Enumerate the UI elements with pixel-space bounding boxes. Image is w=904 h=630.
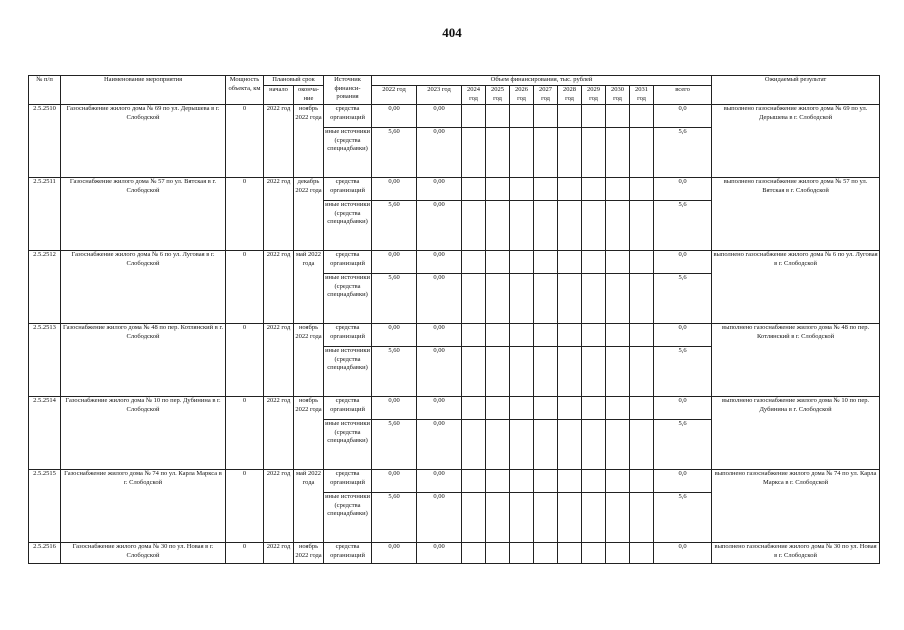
cell-empty-year <box>462 105 486 128</box>
cell-total: 5,6 <box>654 420 712 470</box>
source-other: иные источники (средства спецнадбавки) <box>324 274 372 324</box>
row-end: май 2022 года <box>294 470 324 543</box>
cell-empty-year <box>486 324 510 347</box>
cell-empty-year <box>558 493 582 543</box>
cell-empty-year <box>510 274 534 324</box>
cell-empty-year <box>462 493 486 543</box>
table-row <box>29 470 880 493</box>
cell-empty-year <box>606 251 630 274</box>
cell-total: 5,6 <box>654 128 712 178</box>
row-power: 0 <box>226 324 264 397</box>
cell-empty-year <box>582 470 606 493</box>
cell-empty-year <box>534 105 558 128</box>
cell-empty-year <box>510 324 534 347</box>
cell-2022: 0,00 <box>372 470 417 493</box>
cell-empty-year <box>510 201 534 251</box>
cell-empty-year <box>630 324 654 347</box>
cell-empty-year <box>630 493 654 543</box>
cell-empty-year <box>510 420 534 470</box>
cell-empty-year <box>558 251 582 274</box>
cell-empty-year <box>582 420 606 470</box>
row-result: выполнено газоснабжение жилого дома № 48 по пер. Котлянский в г. Слободской <box>712 324 880 397</box>
row-power: 0 <box>226 178 264 251</box>
row-start: 2022 год <box>264 251 294 324</box>
header-end: оконча-ние <box>294 86 324 105</box>
cell-empty-year <box>630 201 654 251</box>
cell-empty-year <box>630 178 654 201</box>
cell-empty-year <box>510 128 534 178</box>
row-power: 0 <box>226 543 264 564</box>
cell-empty-year <box>606 105 630 128</box>
row-start: 2022 год <box>264 324 294 397</box>
cell-2023: 0,00 <box>417 543 462 564</box>
cell-empty-year <box>510 251 534 274</box>
cell-empty-year <box>510 105 534 128</box>
source-other: иные источники (средства спецнадбавки) <box>324 347 372 397</box>
table-row <box>29 397 880 420</box>
cell-empty-year <box>582 128 606 178</box>
cell-2022: 5,60 <box>372 420 417 470</box>
row-name: Газоснабжение жилого дома № 6 по ул. Луговая в г. Слободской <box>61 251 226 324</box>
source-org: средства организаций <box>324 543 372 564</box>
cell-2023: 0,00 <box>417 178 462 201</box>
cell-empty-year <box>510 493 534 543</box>
cell-empty-year <box>534 274 558 324</box>
header-result: Ожидаемый результат <box>712 76 880 105</box>
table-row <box>29 324 880 347</box>
table-row <box>29 543 880 564</box>
cell-empty-year <box>462 543 486 564</box>
row-result: выполнено газоснабжение жилого дома № 10 по пер. Дубинина в г. Слободской <box>712 397 880 470</box>
row-number: 2.5.2510 <box>29 105 61 178</box>
row-result: выполнено газоснабжение жилого дома № 30 по ул. Новая в г. Слободской <box>712 543 880 564</box>
page-number: 404 <box>442 25 462 40</box>
cell-empty-year <box>558 178 582 201</box>
cell-2023: 0,00 <box>417 105 462 128</box>
cell-empty-year <box>486 470 510 493</box>
header-power: Мощность объекта, км <box>226 76 264 105</box>
cell-2022: 0,00 <box>372 105 417 128</box>
cell-empty-year <box>534 397 558 420</box>
cell-empty-year <box>582 178 606 201</box>
row-end: ноябрь 2022 года <box>294 105 324 178</box>
cell-empty-year <box>606 397 630 420</box>
cell-2022: 0,00 <box>372 178 417 201</box>
row-power: 0 <box>226 397 264 470</box>
header-year: 2029 год <box>582 86 606 105</box>
cell-empty-year <box>558 543 582 564</box>
cell-empty-year <box>462 251 486 274</box>
cell-empty-year <box>558 201 582 251</box>
row-name: Газоснабжение жилого дома № 74 по ул. Карла Маркса в г. Слободской <box>61 470 226 543</box>
row-power: 0 <box>226 251 264 324</box>
cell-empty-year <box>558 347 582 397</box>
cell-empty-year <box>486 105 510 128</box>
row-start: 2022 год <box>264 470 294 543</box>
cell-empty-year <box>534 128 558 178</box>
cell-empty-year <box>462 420 486 470</box>
cell-2023: 0,00 <box>417 274 462 324</box>
cell-total: 0,0 <box>654 397 712 420</box>
cell-empty-year <box>486 420 510 470</box>
row-result: выполнено газоснабжение жилого дома № 69 по ул. Дерышева в г. Слободской <box>712 105 880 178</box>
row-start: 2022 год <box>264 397 294 470</box>
cell-empty-year <box>558 397 582 420</box>
header-num: № п/п <box>29 76 61 105</box>
source-org: средства организаций <box>324 324 372 347</box>
cell-empty-year <box>486 543 510 564</box>
row-end: май 2022 года <box>294 251 324 324</box>
cell-empty-year <box>630 397 654 420</box>
row-result: выполнено газоснабжение жилого дома № 57 по ул. Вятская в г. Слободской <box>712 178 880 251</box>
header-total: всего <box>654 86 712 105</box>
header-year: 2027 год <box>534 86 558 105</box>
cell-empty-year <box>582 493 606 543</box>
row-number: 2.5.2513 <box>29 324 61 397</box>
cell-empty-year <box>630 105 654 128</box>
row-power: 0 <box>226 105 264 178</box>
cell-empty-year <box>534 324 558 347</box>
cell-total: 0,0 <box>654 251 712 274</box>
cell-empty-year <box>486 251 510 274</box>
cell-2022: 0,00 <box>372 251 417 274</box>
row-number: 2.5.2514 <box>29 397 61 470</box>
cell-total: 5,6 <box>654 201 712 251</box>
cell-empty-year <box>606 178 630 201</box>
cell-empty-year <box>486 178 510 201</box>
cell-2023: 0,00 <box>417 493 462 543</box>
cell-empty-year <box>582 324 606 347</box>
row-name: Газоснабжение жилого дома № 57 по ул. Вятская в г. Слободской <box>61 178 226 251</box>
cell-empty-year <box>486 128 510 178</box>
cell-total: 5,6 <box>654 347 712 397</box>
cell-2022: 5,60 <box>372 274 417 324</box>
row-name: Газоснабжение жилого дома № 30 по ул. Новая в г. Слободской <box>61 543 226 564</box>
cell-empty-year <box>462 201 486 251</box>
cell-empty-year <box>630 274 654 324</box>
cell-empty-year <box>630 543 654 564</box>
cell-empty-year <box>582 347 606 397</box>
cell-empty-year <box>606 324 630 347</box>
cell-2022: 5,60 <box>372 493 417 543</box>
cell-2022: 5,60 <box>372 347 417 397</box>
header-year: 2026 год <box>510 86 534 105</box>
source-org: средства организаций <box>324 397 372 420</box>
cell-empty-year <box>510 470 534 493</box>
cell-total: 0,0 <box>654 178 712 201</box>
cell-empty-year <box>630 251 654 274</box>
cell-empty-year <box>534 201 558 251</box>
header-year: 2025 год <box>486 86 510 105</box>
cell-empty-year <box>534 178 558 201</box>
header-year: 2030 год <box>606 86 630 105</box>
source-other: иные источники (средства спецнадбавки) <box>324 493 372 543</box>
cell-2023: 0,00 <box>417 201 462 251</box>
header-year: 2022 год <box>372 86 417 105</box>
table-row <box>29 105 880 128</box>
cell-empty-year <box>534 420 558 470</box>
row-end: ноябрь 2022 года <box>294 324 324 397</box>
row-result: выполнено газоснабжение жилого дома № 74 по ул. Карла Маркса в г. Слободской <box>712 470 880 543</box>
cell-2023: 0,00 <box>417 420 462 470</box>
cell-empty-year <box>558 274 582 324</box>
header-year: 2023 год <box>417 86 462 105</box>
header-start: начало <box>264 86 294 105</box>
cell-empty-year <box>630 470 654 493</box>
row-end: ноябрь 2022 года <box>294 397 324 470</box>
cell-2023: 0,00 <box>417 470 462 493</box>
header-funding: Объем финансирования, тыс. рублей <box>372 76 712 86</box>
source-org: средства организаций <box>324 105 372 128</box>
row-start: 2022 год <box>264 178 294 251</box>
cell-empty-year <box>510 178 534 201</box>
cell-empty-year <box>582 274 606 324</box>
cell-empty-year <box>462 128 486 178</box>
row-number: 2.5.2512 <box>29 251 61 324</box>
cell-empty-year <box>534 251 558 274</box>
cell-empty-year <box>630 420 654 470</box>
cell-empty-year <box>510 397 534 420</box>
cell-empty-year <box>558 128 582 178</box>
cell-empty-year <box>486 493 510 543</box>
cell-empty-year <box>534 470 558 493</box>
cell-2022: 0,00 <box>372 543 417 564</box>
header-name: Наименование мероприятия <box>61 76 226 105</box>
cell-empty-year <box>582 201 606 251</box>
row-start: 2022 год <box>264 543 294 564</box>
cell-total: 5,6 <box>654 274 712 324</box>
cell-2023: 0,00 <box>417 324 462 347</box>
cell-2023: 0,00 <box>417 397 462 420</box>
row-number: 2.5.2515 <box>29 470 61 543</box>
cell-empty-year <box>534 493 558 543</box>
header-year: 2024 год <box>462 86 486 105</box>
cell-empty-year <box>486 201 510 251</box>
cell-empty-year <box>510 543 534 564</box>
row-start: 2022 год <box>264 105 294 178</box>
table-row <box>29 251 880 274</box>
cell-empty-year <box>606 493 630 543</box>
source-org: средства организаций <box>324 251 372 274</box>
cell-2022: 0,00 <box>372 397 417 420</box>
header-year: 2028 год <box>558 86 582 105</box>
cell-empty-year <box>462 324 486 347</box>
table-row <box>29 178 880 201</box>
row-end: ноябрь 2022 года <box>294 543 324 564</box>
cell-empty-year <box>462 470 486 493</box>
cell-empty-year <box>558 420 582 470</box>
source-other: иные источники (средства спецнадбавки) <box>324 420 372 470</box>
source-org: средства организаций <box>324 470 372 493</box>
cell-empty-year <box>486 274 510 324</box>
cell-empty-year <box>462 397 486 420</box>
cell-total: 0,0 <box>654 105 712 128</box>
row-number: 2.5.2511 <box>29 178 61 251</box>
cell-empty-year <box>606 420 630 470</box>
cell-empty-year <box>630 128 654 178</box>
cell-total: 0,0 <box>654 543 712 564</box>
row-result: выполнено газоснабжение жилого дома № 6 по ул. Луговая в г. Слободской <box>712 251 880 324</box>
row-name: Газоснабжение жилого дома № 10 по пер. Дубинина в г. Слободской <box>61 397 226 470</box>
cell-empty-year <box>606 201 630 251</box>
cell-empty-year <box>486 347 510 397</box>
cell-empty-year <box>582 397 606 420</box>
cell-empty-year <box>630 347 654 397</box>
cell-empty-year <box>582 543 606 564</box>
row-end: декабрь 2022 года <box>294 178 324 251</box>
cell-total: 0,0 <box>654 324 712 347</box>
cell-total: 5,6 <box>654 493 712 543</box>
cell-empty-year <box>558 105 582 128</box>
cell-2023: 0,00 <box>417 347 462 397</box>
cell-empty-year <box>606 470 630 493</box>
source-org: средства организаций <box>324 178 372 201</box>
cell-empty-year <box>462 274 486 324</box>
cell-empty-year <box>462 347 486 397</box>
header-source: Источник финанси-рования <box>324 76 372 105</box>
header-plan: Плановый срок <box>264 76 324 86</box>
row-number: 2.5.2516 <box>29 543 61 564</box>
cell-empty-year <box>606 543 630 564</box>
cell-empty-year <box>582 251 606 274</box>
cell-empty-year <box>606 128 630 178</box>
source-other: иные источники (средства спецнадбавки) <box>324 201 372 251</box>
cell-2022: 0,00 <box>372 324 417 347</box>
cell-2022: 5,60 <box>372 201 417 251</box>
cell-2023: 0,00 <box>417 128 462 178</box>
cell-empty-year <box>534 543 558 564</box>
cell-empty-year <box>534 347 558 397</box>
cell-empty-year <box>606 347 630 397</box>
cell-2023: 0,00 <box>417 251 462 274</box>
cell-empty-year <box>486 397 510 420</box>
cell-empty-year <box>558 324 582 347</box>
header-year: 2031 год <box>630 86 654 105</box>
cell-empty-year <box>582 105 606 128</box>
cell-empty-year <box>510 347 534 397</box>
source-other: иные источники (средства спецнадбавки) <box>324 128 372 178</box>
cell-empty-year <box>606 274 630 324</box>
cell-empty-year <box>462 178 486 201</box>
cell-2022: 5,60 <box>372 128 417 178</box>
cell-empty-year <box>558 470 582 493</box>
funding-table <box>28 75 880 564</box>
cell-total: 0,0 <box>654 470 712 493</box>
row-name: Газоснабжение жилого дома № 69 по ул. Дерышева в г. Слободской <box>61 105 226 178</box>
row-name: Газоснабжение жилого дома № 48 по пер. Котлянский в г. Слободской <box>61 324 226 397</box>
row-power: 0 <box>226 470 264 543</box>
